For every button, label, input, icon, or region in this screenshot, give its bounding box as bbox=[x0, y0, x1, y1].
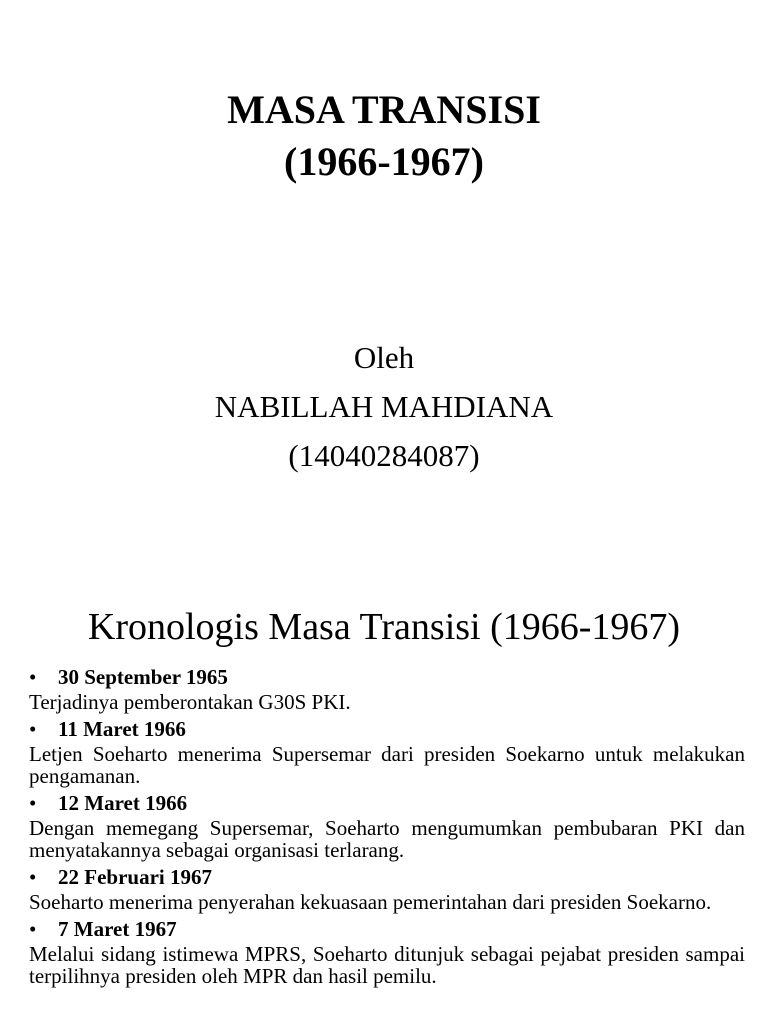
list-item-text: Melalui sidang istimewa MPRS, Soeharto ditunjuk sebagai pejabat presiden sampai terpilihnya presiden oleh MPR dan hasil pemilu. bbox=[29, 942, 745, 988]
list-item-date: 30 September 1965 bbox=[58, 665, 228, 689]
list-item bbox=[29, 663, 745, 713]
list-item-date: 22 Februari 1967 bbox=[58, 865, 212, 889]
chronology-slide bbox=[0, 580, 768, 1024]
bullet-icon: • bbox=[29, 717, 37, 741]
bullet-icon: • bbox=[29, 791, 37, 815]
slide-title bbox=[0, 84, 768, 188]
chronology-heading: Kronologis Masa Transisi (1966-1967) bbox=[87, 606, 681, 648]
author-id: (14040284087) bbox=[288, 438, 480, 473]
author-block bbox=[0, 333, 768, 480]
bullet-icon: • bbox=[29, 865, 37, 889]
list-item-date: 7 Maret 1967 bbox=[58, 917, 177, 941]
author-name: NABILLAH MAHDIANA bbox=[214, 389, 554, 424]
title-line-1: MASA TRANSISI bbox=[227, 87, 541, 132]
list-item-text: Terjadinya pemberontakan G30S PKI. bbox=[29, 690, 351, 714]
list-item-text: Soeharto menerima penyerahan kekuasaan pemerintahan dari presiden Soekarno. bbox=[29, 890, 712, 914]
list-item-date: 11 Maret 1966 bbox=[58, 717, 186, 741]
list-item bbox=[29, 863, 745, 913]
list-item bbox=[29, 789, 745, 861]
bullet-icon: • bbox=[29, 917, 37, 941]
bullet-icon: • bbox=[29, 665, 37, 689]
title-line-2: (1966-1967) bbox=[284, 139, 484, 184]
list-item-date-row bbox=[29, 715, 745, 743]
list-item-date-row bbox=[29, 789, 745, 817]
chronology-list bbox=[29, 663, 745, 989]
list-item-date-row bbox=[29, 663, 745, 691]
by-label: Oleh bbox=[353, 340, 415, 375]
list-item bbox=[29, 715, 745, 787]
list-item-date-row bbox=[29, 863, 745, 891]
list-item-text: Dengan memegang Supersemar, Soeharto mengumumkan pembubaran PKI dan menyatakannya sebagai organisasi terlarang. bbox=[29, 816, 745, 862]
list-item bbox=[29, 915, 745, 987]
list-item-date: 12 Maret 1966 bbox=[58, 791, 188, 815]
list-item-date-row bbox=[29, 915, 745, 943]
list-item-text: Letjen Soeharto menerima Supersemar dari presiden Soekarno untuk melakukan pengamanan. bbox=[29, 742, 745, 788]
